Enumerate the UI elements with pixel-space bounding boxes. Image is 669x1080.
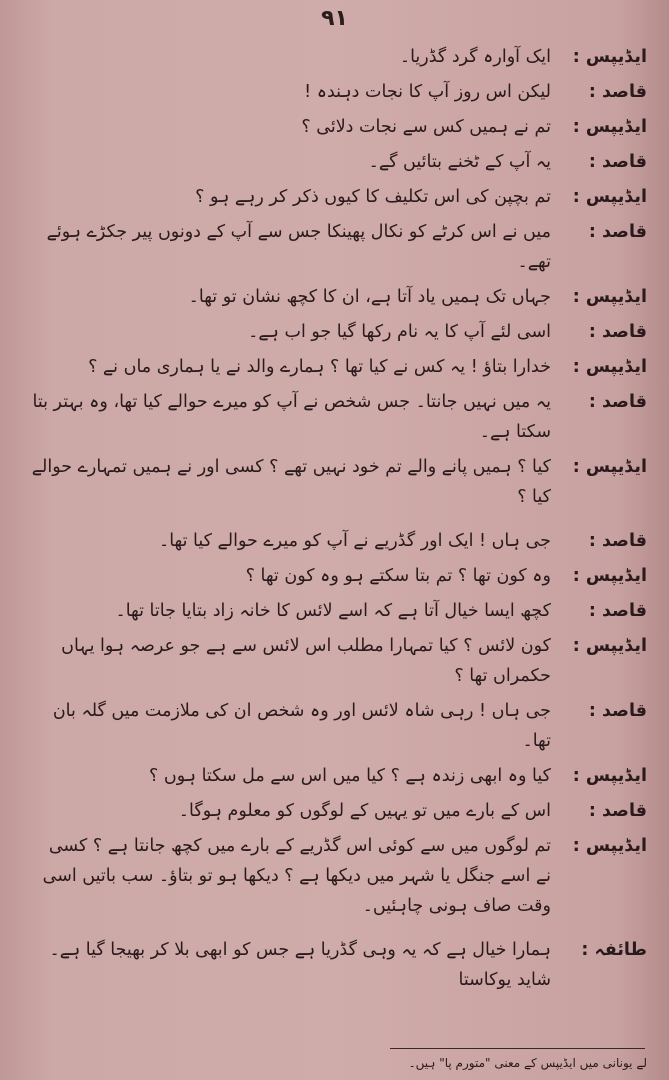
speaker-name: ایڈیپس : — [572, 836, 647, 856]
speech-text: جہاں تک ہمیں یاد آتا ہے، ان کا کچھ نشان تو تھا۔ — [188, 287, 551, 307]
speech-text: وہ کون تھا ؟ تم بتا سکتے ہو وہ کون تھا ؟ — [245, 566, 551, 586]
dialogue-line — [22, 452, 647, 512]
speaker-name: قاصد : — [588, 322, 647, 342]
page-number: ۹۱ — [321, 6, 348, 31]
dialogue-line — [22, 561, 647, 591]
speech-text: خدارا بتاؤ ! یہ کس نے کیا تھا ؟ ہمارے والد نے یا ہماری ماں نے ؟ — [88, 357, 551, 377]
dialogue-line — [22, 387, 647, 447]
dialogue-line — [22, 761, 647, 791]
footnote: لے یونانی میں ایڈیپس کے معنی "متورم پا" ہیں۔ — [408, 1056, 647, 1070]
speaker-name: ایڈیپس : — [572, 357, 647, 377]
speech-text: تم نے ہمیں کس سے نجات دلائی ؟ — [301, 117, 551, 137]
speaker-name: ایڈیپس : — [572, 766, 647, 786]
speaker-name: قاصد : — [588, 392, 647, 412]
speaker-name: قاصد : — [588, 601, 647, 621]
speaker-name: ایڈیپس : — [572, 117, 647, 137]
speech-text: کیا وہ ابھی زندہ ہے ؟ کیا میں اس سے مل سکتا ہوں ؟ — [149, 766, 551, 786]
dialogue-line — [22, 77, 647, 107]
speech-text: یہ آپ کے ٹخنے بتائیں گے۔ — [368, 152, 551, 172]
speech-text: کون لائس ؟ کیا تمہارا مطلب اس لائس سے ہے جو عرصہ ہوا یہاں حکمراں تھا ؟ — [61, 636, 551, 686]
dialogue-line — [22, 352, 647, 382]
speaker-name: ایڈیپس : — [572, 566, 647, 586]
dialogue-line — [22, 147, 647, 177]
speaker-name: ایڈیپس : — [572, 636, 647, 656]
dialogue-line — [22, 631, 647, 691]
dialogue-line — [22, 282, 647, 312]
speech-text: جی ہاں ! ایک اور گڈریے نے آپ کو میرے حوالے کیا تھا۔ — [158, 531, 551, 551]
speaker-name: طائفہ : — [581, 940, 647, 960]
speaker-name: قاصد : — [588, 152, 647, 172]
dialogue-line — [22, 217, 647, 277]
speech-text: اس کے بارے میں تو یہیں کے لوگوں کو معلوم ہوگا۔ — [178, 801, 551, 821]
dialogue-line — [22, 112, 647, 142]
speech-text: تم بچپن کی اس تکلیف کا کیوں ذکر کر رہے ہو ؟ — [195, 187, 551, 207]
dialogue-line — [22, 526, 647, 556]
speech-text: کچھ ایسا خیال آتا ہے کہ اسے لائس کا خانہ زاد بتایا جاتا تھا۔ — [115, 601, 551, 621]
speaker-name: ایڈیپس : — [572, 457, 647, 477]
speaker-name: قاصد : — [588, 531, 647, 551]
dialogue-line — [22, 696, 647, 756]
speaker-name: قاصد : — [588, 701, 647, 721]
dialogue — [22, 42, 647, 1000]
speech-text: اسی لئے آپ کا یہ نام رکھا گیا جو اب ہے۔ — [248, 322, 551, 342]
speech-text: ایک آوارہ گرد گڈریا۔ — [399, 47, 551, 67]
footnote-rule — [390, 1048, 645, 1049]
speech-text: تم لوگوں میں سے کوئی اس گڈریے کے بارے میں کچھ جانتا ہے ؟ کسی نے اسے جنگل یا شہر میں دیکھا ہے ؟ دیکھا ہو تو بتاؤ۔ سب باتیں اسی وقت صاف ہونی چاہئیں۔ — [42, 836, 551, 916]
speaker-name: ایڈیپس : — [572, 287, 647, 307]
speech-text: کیا ؟ ہمیں پانے والے تم خود نہیں تھے ؟ کسی اور نے ہمیں تمہارے حوالے کیا ؟ — [31, 457, 551, 507]
speaker-name: قاصد : — [588, 801, 647, 821]
dialogue-line — [22, 796, 647, 826]
speaker-name: قاصد : — [588, 82, 647, 102]
dialogue-line — [22, 42, 647, 72]
speech-text: ہمارا خیال ہے کہ یہ وہی گڈریا ہے جس کو ابھی بلا کر بھیجا گیا ہے۔ شاید یوکاستا — [49, 940, 551, 990]
speech-text: میں نے اس کرٹے کو نکال پھینکا جس سے آپ کے دونوں پیر جکڑے ہوئے تھے۔ — [46, 222, 551, 272]
speech-text: یہ میں نہیں جانتا۔ جس شخص نے آپ کو میرے حوالے کیا تھا، وہ بہتر بتا سکتا ہے۔ — [32, 392, 551, 442]
dialogue-line — [22, 182, 647, 212]
speaker-name: ایڈیپس : — [572, 47, 647, 67]
speech-text: جی ہاں ! رہی شاہ لائس اور وہ شخص ان کی ملازمت میں گلہ بان تھا۔ — [52, 701, 551, 751]
dialogue-line — [22, 831, 647, 921]
speaker-name: قاصد : — [588, 222, 647, 242]
speaker-name: ایڈیپس : — [572, 187, 647, 207]
speech-text: لیکن اس روز آپ کا نجات دہندہ ! — [304, 82, 551, 102]
dialogue-line — [22, 596, 647, 626]
dialogue-line — [22, 935, 647, 995]
dialogue-line — [22, 317, 647, 347]
